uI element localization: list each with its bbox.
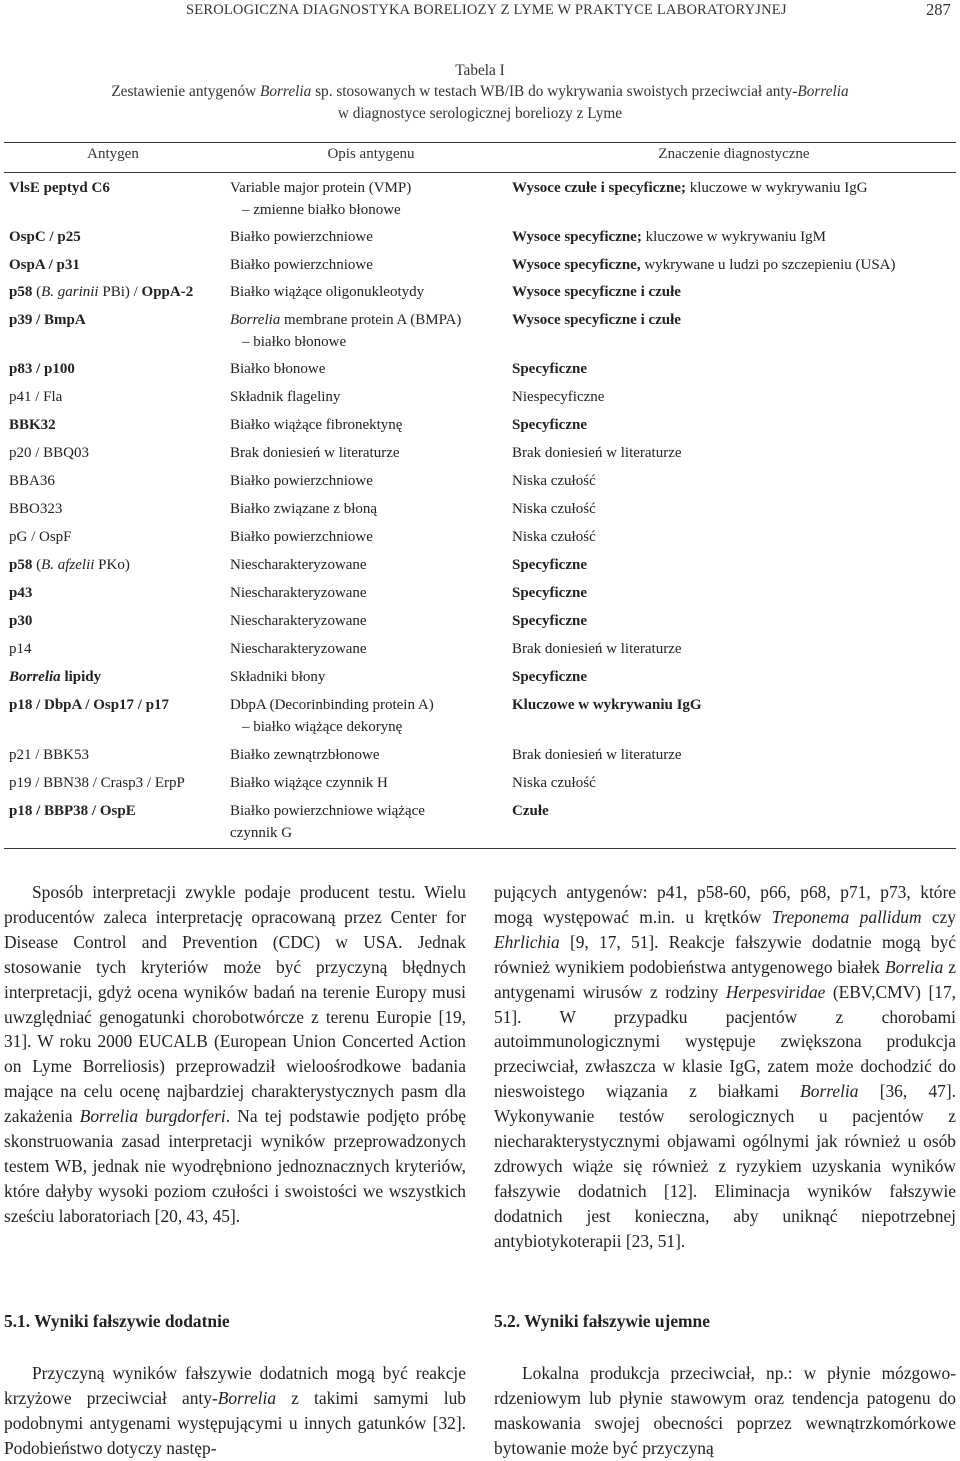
table-rule-top [4, 142, 956, 143]
left-column-paragraph: Sposób interpretacji zwykle podaje producent testu. Wielu producentów zaleca interpretację opracowaną przez Center for Disease Control and Prevention (CDC) w USA. Jednak stosowanie tych kryteriów może być przyczyną błędnych interpretacji, gdyż ocena wyników badań na terenie Europy musi uwzględniać genogatunki chorobotwórcze z terenu Europie [19, 31]. W roku 2000 EUCALB (European Union Concerted Action on Lyme Borreliosis) przeprowadził wieloośrodkowe badania mające na celu ocenę najbardziej charakterystycznych pasm dla zakażenia Borrelia burgdorferi. Na tej podstawie podjęto próbę skonstruowania zasad interpretacji wyników przeprowadzonych testem WB, jednak nie wyodrębniono jednoznacznych kryteriów, które dałyby wysoki poziom czułości i swoistości we wszystkich sześciu laboratoriach [20, 43, 45]. [4, 882, 466, 1226]
right-column-paragraph-2: Lokalna produkcja przeciwciał, np.: w płynie mózgowo-rdzeniowym lub płynie stawowym oraz tendencja patogenu do maskowania swojej obecności poprzez wewnątrzkomórkowe bytowanie może być przyczyną [494, 1363, 956, 1458]
left-column-paragraph-2: Przyczyną wyników fałszywie dodatnich mogą być reakcje krzyżowe przeciwciał anty-Borrelia z takimi samymi lub podobnymi antygenami występującymi u innych gatunków [32]. Podobieństwo dotyczy następ- [4, 1363, 467, 1458]
header-znaczenie: Znaczenie diagnostyczne [658, 146, 810, 162]
header-antygen: Antygen [87, 146, 139, 162]
table-header [4, 146, 956, 168]
table-rule-bottom [4, 848, 956, 849]
header-opis: Opis antygenu [327, 146, 415, 162]
section-heading-5-2: 5.2. Wyniki fałszywie ujemne [494, 1311, 710, 1331]
table-label: Tabela I [455, 62, 505, 79]
table-caption-line: w diagnostyce serologicznej boreliozy z Lyme [337, 105, 623, 122]
right-column-paragraph: pujących antygenów: p41, p58-60, p66, p68, p71, p73, które mogą występować m.in. u krętków Treponema pallidum czy Ehrlichia [9, 17, 51]. Reakcje fałszywie dodatnie mogą być również wynikiem podobieństwa antygenowego białek Borrelia z antygenami wirusów z rodziny Herpesviridae (EBV,CMV) [17, 51]. W przypadku pacjentów z chorobami autoimmunologicznymi występuje zwiększona produkcja przeciwciał, zwłaszcza w klasie IgG, zatem może dochodzić do nieswoistego wiązania z białkami Borrelia [36, 47]. Wykonywanie testów serologicznych u pacjentów z niecharakterystycznymi objawami ogólnymi jak również u osób zdrowych wiąże się również z ryzykiem uzyskania wyników fałszywie dodatnich [12]. Eliminacja wyników fałszywie dodatnich jest konieczna, aby uniknąć niepotrzebnej antybiotykoterapii [23, 51]. [494, 882, 957, 1251]
running-head [0, 0, 960, 22]
table-caption-line: Zestawienie antygenów Borrelia sp. stosowanych w testach WB/IB do wykrywania swoistych przeciwciał anty-Borrelia [111, 83, 849, 100]
section-heading-5-1: 5.1. Wyniki fałszywie dodatnie [4, 1311, 230, 1331]
page-number: 287 [926, 0, 951, 19]
running-head-title: SEROLOGICZNA DIAGNOSTYKA BORELIOZY Z LYME W PRAKTYCE LABORATORYJNEJ [186, 2, 787, 18]
table-rule-header [4, 172, 956, 173]
